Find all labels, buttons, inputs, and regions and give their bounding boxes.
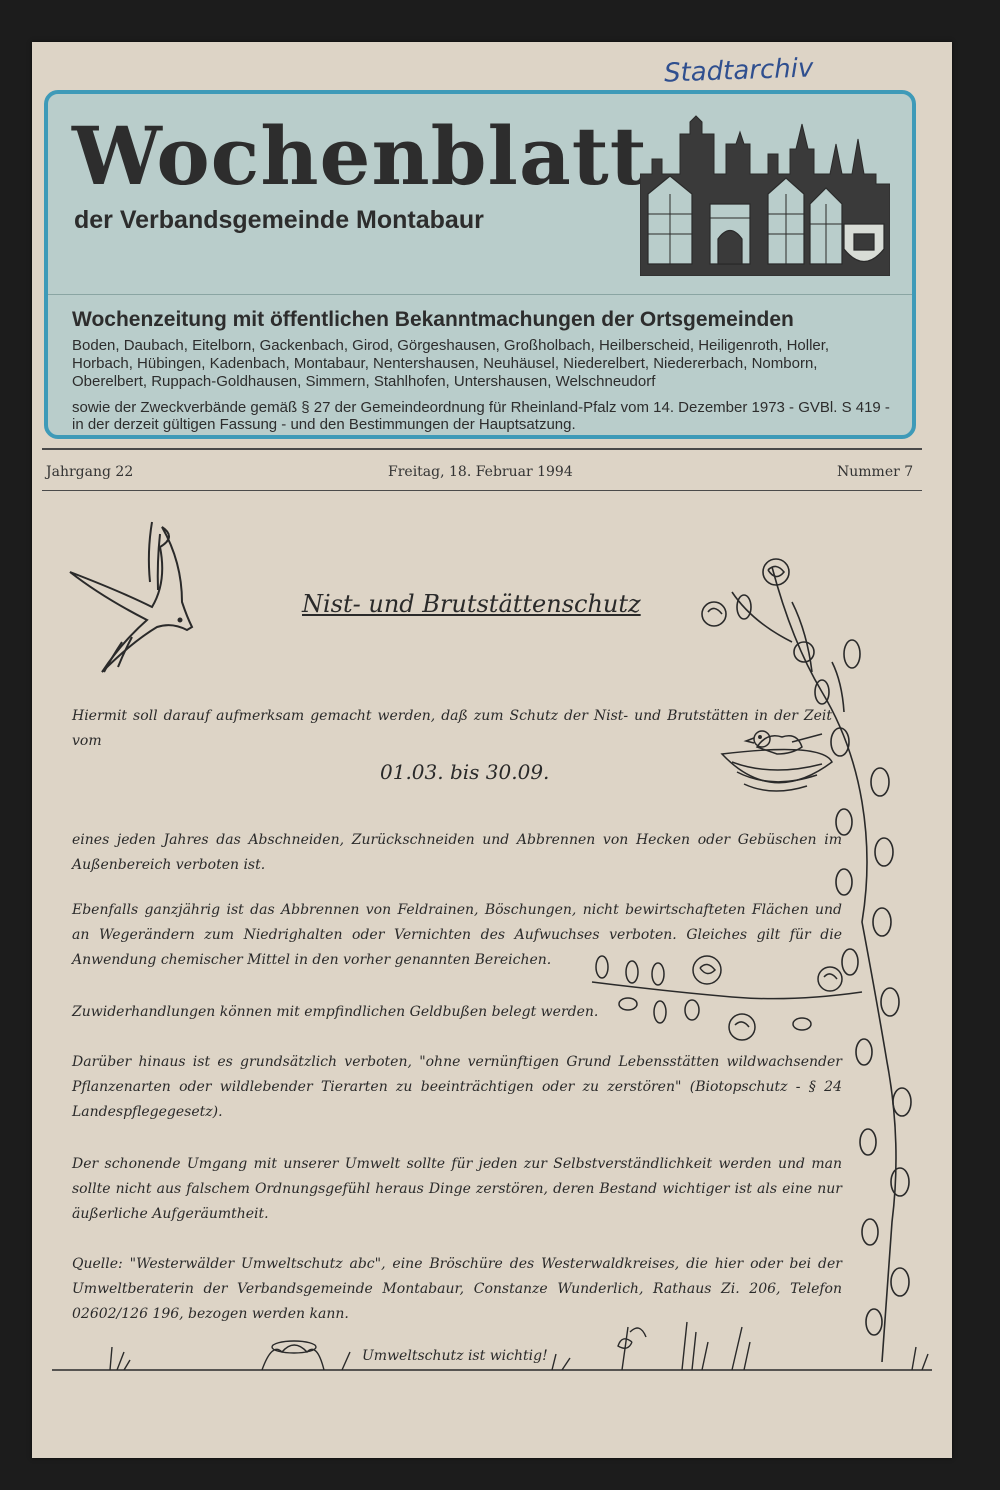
article-paragraph: Der schonende Umgang mit unserer Umwelt sollte für jeden zur Selbstverständlichkeit werden und man sollte nicht aus falschem Ordnungsgefühl heraus Dinge zerstören, deren Bestand wichtiger ist als eine nur äußerliche Aufgeräumtheit. bbox=[72, 1156, 842, 1222]
issue-date: Freitag, 18. Februar 1994 bbox=[388, 464, 573, 480]
article-paragraph: Ebenfalls ganzjährig ist das Abbrennen von Feldrainen, Böschungen, nicht bewirtschafteten Flächen und an Wegerändern zum Niedrighalten oder Vernichten des Aufwuchses verboten. Gleiches gilt für die Anwendung chemischer Mittel in den vorher genannten Bereichen. bbox=[72, 902, 842, 968]
article-title: Nist- und Brutstättenschutz bbox=[302, 590, 641, 618]
top-rule bbox=[42, 448, 922, 450]
swallow-illustration-icon bbox=[70, 522, 192, 672]
newspaper-page bbox=[32, 42, 952, 1458]
article-intro: Hiermit soll darauf aufmerksam gemacht werden, daß zum Schutz der Nist- und Brutstätten in der Zeit vom bbox=[72, 708, 832, 749]
bottom-rule bbox=[42, 490, 922, 491]
masthead-subtitle: der Verbandsgemeinde Montabaur bbox=[74, 206, 484, 234]
masthead-divider bbox=[48, 294, 912, 295]
city-skyline-crest-icon bbox=[640, 114, 890, 276]
article-paragraph: Zuwiderhandlungen können mit empfindlichen Geldbußen belegt werden. bbox=[72, 1004, 599, 1020]
masthead-heading: Wochenzeitung mit öffentlichen Bekanntmachungen der Ortsgemeinden bbox=[72, 308, 794, 331]
article-closing: Umweltschutz ist wichtig! bbox=[362, 1348, 548, 1364]
archive-handwritten-note: Stadtarchiv bbox=[663, 53, 814, 89]
article-date-range: 01.03. bis 30.09. bbox=[380, 760, 550, 784]
article-paragraph: Darüber hinaus ist es grundsätzlich verboten, "ohne vernünftigen Grund Lebensstätten wildwachsender Pflanzenarten oder wildlebender Tierarten zu beeinträchtigen oder zu zerstören" (Biotopschutz - § 24 Landespflegegesetz). bbox=[72, 1054, 842, 1120]
masthead-legal-note: sowie der Zweckverbände gemäß § 27 der Gemeindeordnung für Rheinland-Pfalz vom 14. Dezember 1973 - GVBl. S 419 - in der derzeit gültigen Fassung - und den Bestimmungen der Hauptsatzung. bbox=[72, 399, 890, 433]
issue-number: Nummer 7 bbox=[837, 464, 914, 480]
article-source-note: Quelle: "Westerwälder Umweltschutz abc", eine Bröschüre des Westerwaldkreises, die hier oder bei der Umweltberaterin der Verbandsgemeinde Montabaur, Constanze Wunderlich, Rathaus Zi. 206, Telefon 02602/126 196, bezogen werden kann. bbox=[72, 1256, 842, 1322]
masthead-title: Wochenblatt bbox=[72, 109, 648, 203]
masthead-towns: Boden, Daubach, Eitelborn, Gackenbach, Girod, Görgeshausen, Großholbach, Heilberscheid, Heiligenroth, Holler, Horbach, Hübingen, Kadenbach, Montabaur, Nentershausen, Neuhäusel, Niederelbert, Niedererbach, Nomborn, Oberelbert, Ruppach-Goldhausen, Simmern, Stahlhofen, Untershausen, Welschneudorf bbox=[72, 337, 830, 390]
issue-volume: Jahrgang 22 bbox=[46, 464, 134, 480]
masthead bbox=[44, 90, 916, 439]
article-paragraph: eines jeden Jahres das Abschneiden, Zurückschneiden und Abbrennen von Hecken oder Gebüschen im Außenbereich verboten ist. bbox=[72, 832, 842, 873]
